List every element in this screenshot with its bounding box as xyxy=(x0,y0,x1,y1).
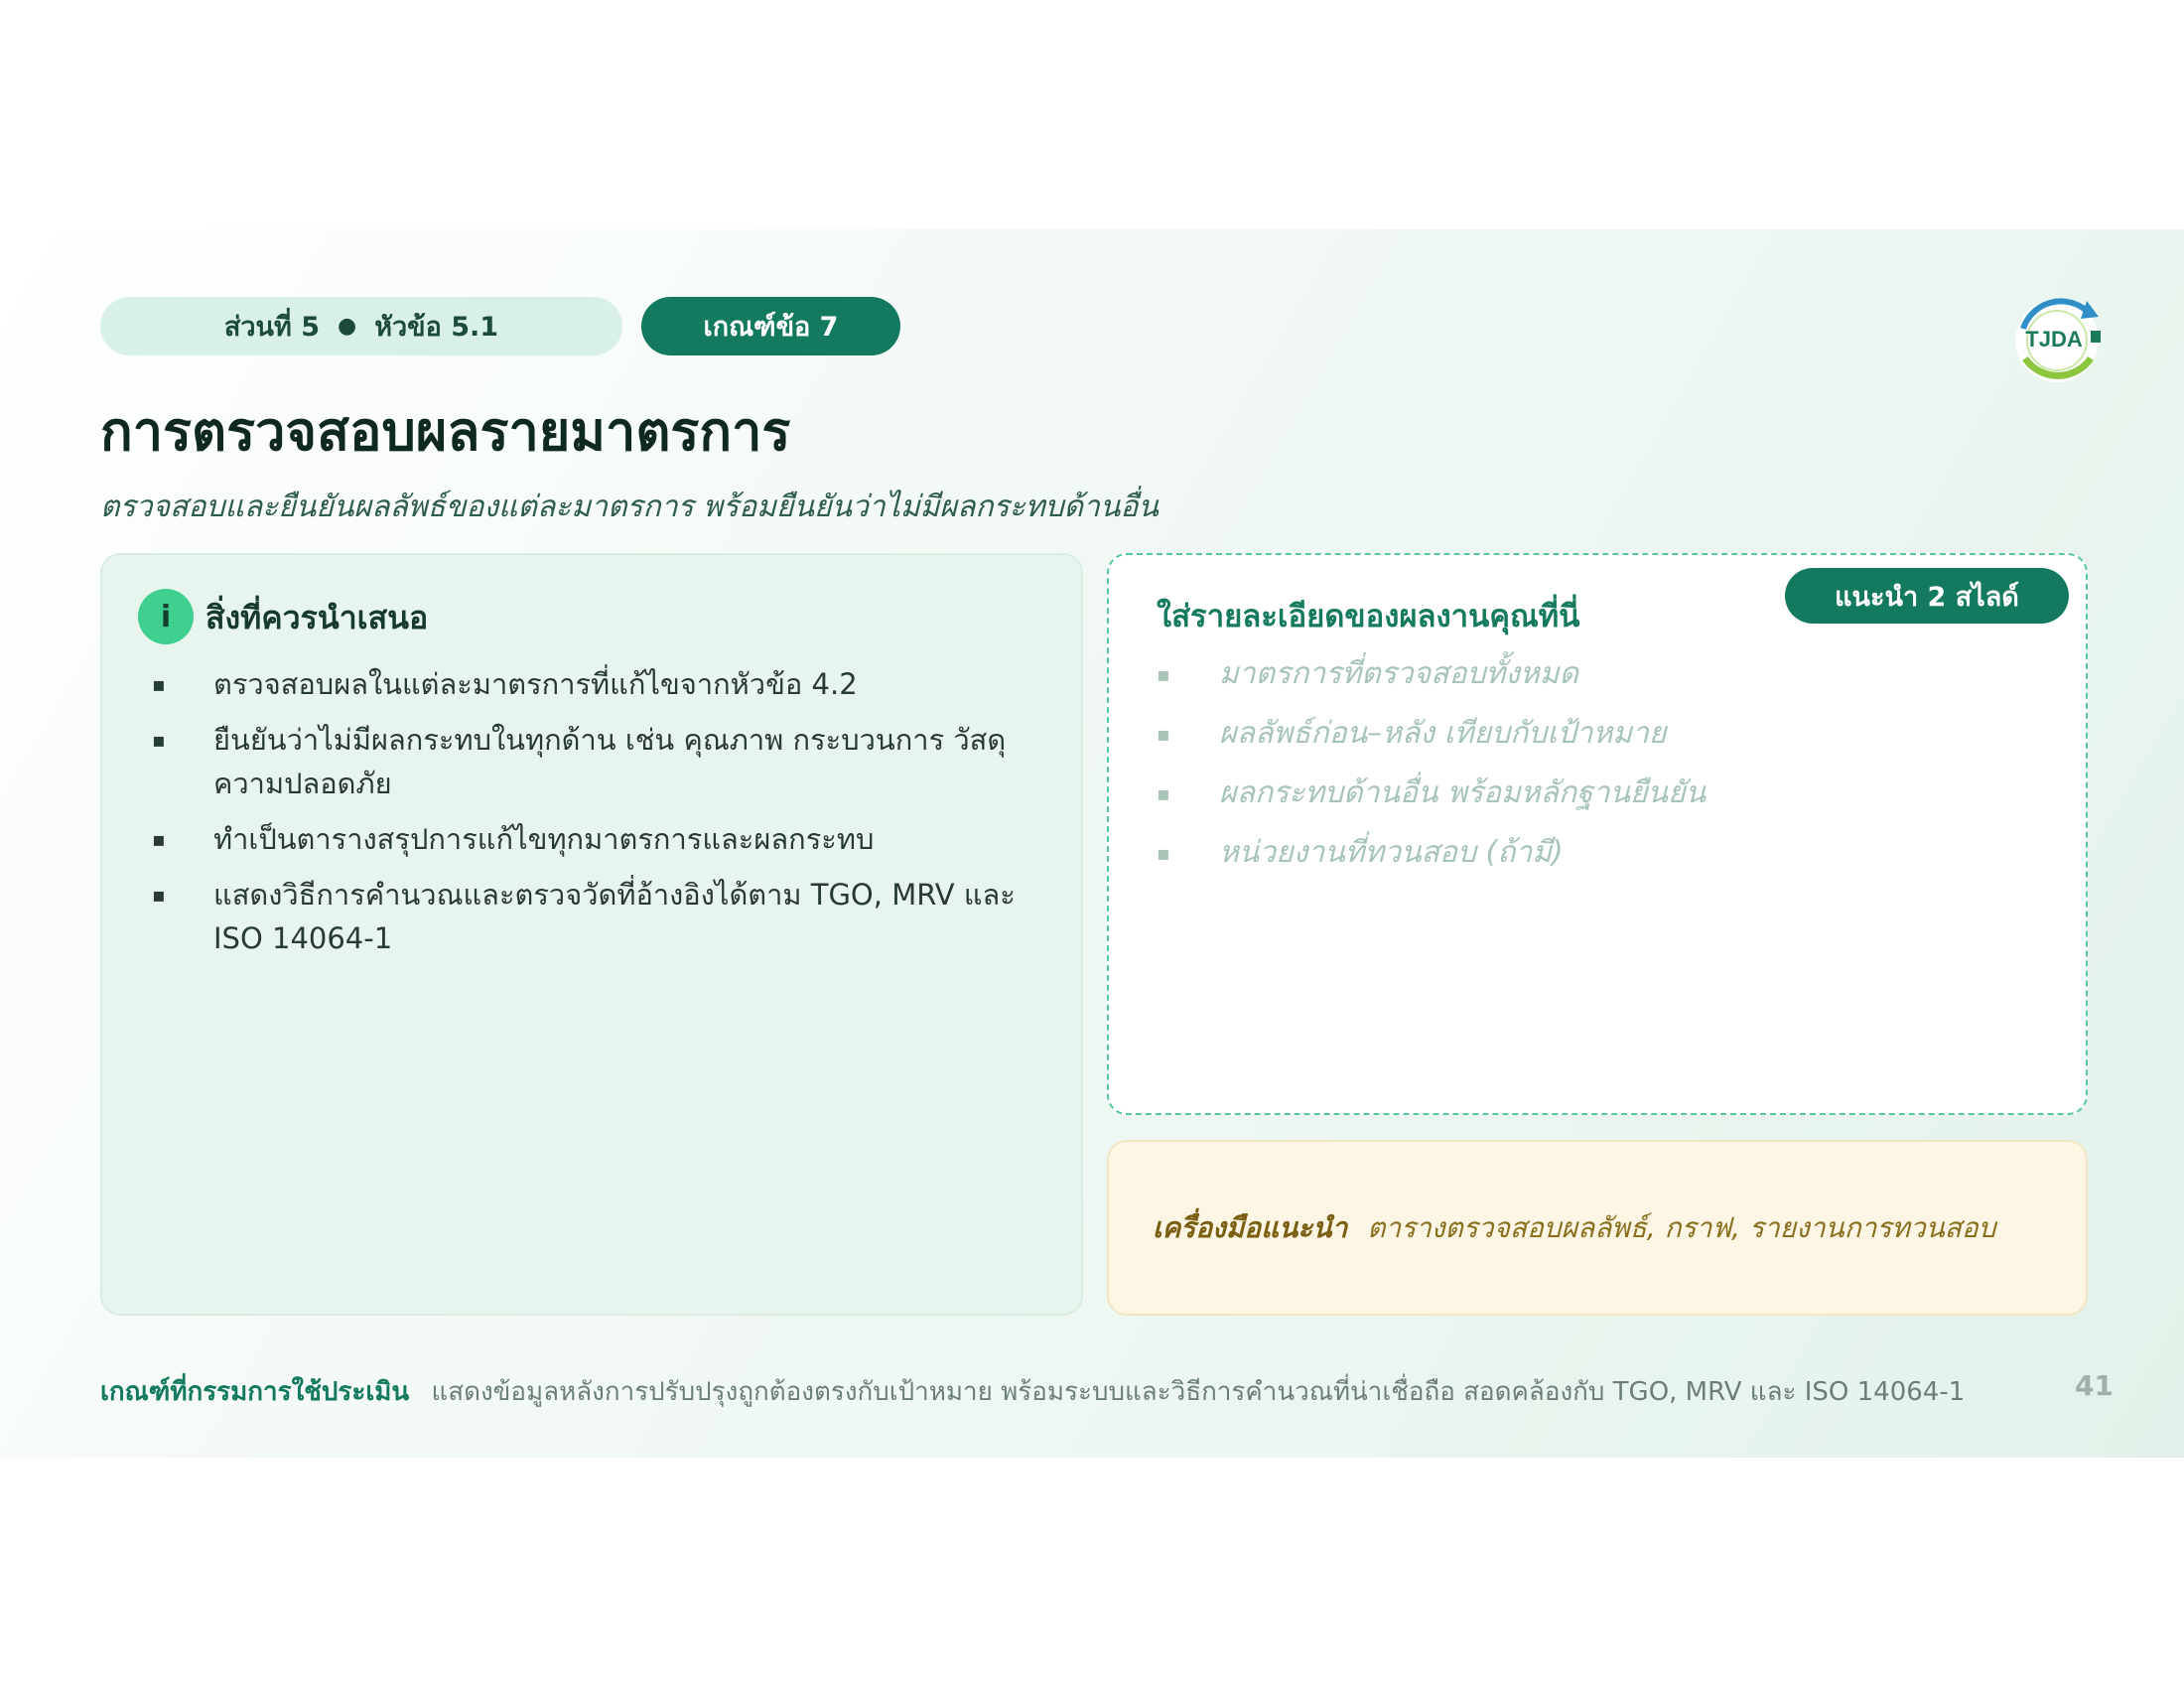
bullet-marker: ▪ xyxy=(1157,662,1170,686)
list-item xyxy=(152,662,1045,706)
criterion-pill xyxy=(641,297,900,355)
page-subtitle: ตรวจสอบและยืนยันผลลัพธ์ของแต่ละมาตรการ พร้อมยืนยันว่าไม่มีผลกระทบด้านอื่น xyxy=(100,490,1159,524)
recommend-label: แนะนำ 2 สไลด์ xyxy=(1835,581,2019,613)
list-item xyxy=(152,817,1045,861)
list-item-text: ยืนยันว่าไม่มีผลกระทบในทุกด้าน เช่น คุณภาพ กระบวนการ วัสดุ ความปลอดภัย xyxy=(213,723,1007,800)
bullet-marker: ▪ xyxy=(1157,722,1170,746)
guide-list xyxy=(152,662,1045,972)
placeholder-heading: ใส่รายละเอียดของผลงานคุณที่นี่ xyxy=(1157,599,1580,634)
criterion-label: เกณฑ์ข้อ 7 xyxy=(703,312,839,343)
separator-dot: ● xyxy=(338,314,357,339)
list-item xyxy=(152,873,1045,960)
tjda-logo xyxy=(2007,289,2107,388)
bullet-marker: ▪ xyxy=(152,672,166,696)
list-item-text: ตรวจสอบผลในแต่ละมาตรการที่แก้ไขจากหัวข้อ 4.2 xyxy=(213,667,858,701)
svg-text:TJDA: TJDA xyxy=(2025,327,2083,352)
bullet-marker: ▪ xyxy=(1157,781,1170,805)
bullet-marker: ▪ xyxy=(1157,841,1170,865)
list-item-text: ผลกระทบด้านอื่น พร้อมหลักฐานยืนยัน xyxy=(1219,775,1706,810)
tools-label: เครื่องมือแนะนำ xyxy=(1153,1210,1348,1244)
guide-heading: สิ่งที่ควรนำเสนอ xyxy=(205,599,429,636)
list-item xyxy=(1157,712,1706,756)
list-item xyxy=(1157,831,1706,875)
bullet-marker: ▪ xyxy=(152,883,166,907)
list-item xyxy=(152,718,1045,805)
recommended-tools-card xyxy=(1107,1140,2088,1316)
list-item-text: แสดงวิธีการคำนวณและตรวจวัดที่อ้างอิงได้ตาม TGO, MRV และ ISO 14064-1 xyxy=(213,878,1016,955)
section-pill xyxy=(100,297,622,355)
section-label: ส่วนที่ 5 xyxy=(223,312,320,343)
list-item-text: ทำเป็นตารางสรุปการแก้ไขทุกมาตรการและผลกระทบ xyxy=(213,822,875,856)
placeholder-list xyxy=(1157,652,1706,891)
slide xyxy=(0,229,2184,1458)
list-item-text: ผลลัพธ์ก่อน–หลัง เทียบกับเป้าหมาย xyxy=(1219,716,1667,751)
list-item xyxy=(1157,772,1706,815)
footer-text: แสดงข้อมูลหลังการปรับปรุงถูกต้องตรงกับเป้าหมาย พร้อมระบบและวิธีการคำนวณที่น่าเชื่อถือ สอดคล้องกับ TGO, MRV และ ISO 14064-1 xyxy=(431,1377,1966,1407)
bullet-marker: ▪ xyxy=(152,827,166,851)
list-item xyxy=(1157,652,1706,696)
presentation-guide-card xyxy=(100,553,1083,1316)
page-title: การตรวจสอบผลรายมาตรการ xyxy=(100,400,791,463)
page-number: 41 xyxy=(2075,1369,2114,1402)
recommend-badge xyxy=(1785,568,2069,624)
details-placeholder-card[interactable] xyxy=(1107,553,2088,1115)
tools-text: ตารางตรวจสอบผลลัพธ์, กราฟ, รายงานการทวนสอบ xyxy=(1367,1210,1996,1244)
topic-label: หัวข้อ 5.1 xyxy=(374,312,499,343)
footer-criteria xyxy=(100,1371,1965,1412)
list-item-text: มาตรการที่ตรวจสอบทั้งหมด xyxy=(1219,656,1578,691)
bullet-marker: ▪ xyxy=(152,728,166,752)
list-item-text: หน่วยงานที่ทวนสอบ (ถ้ามี) xyxy=(1219,835,1564,870)
info-icon: i xyxy=(138,589,194,644)
footer-label: เกณฑ์ที่กรรมการใช้ประเมิน xyxy=(100,1377,410,1407)
